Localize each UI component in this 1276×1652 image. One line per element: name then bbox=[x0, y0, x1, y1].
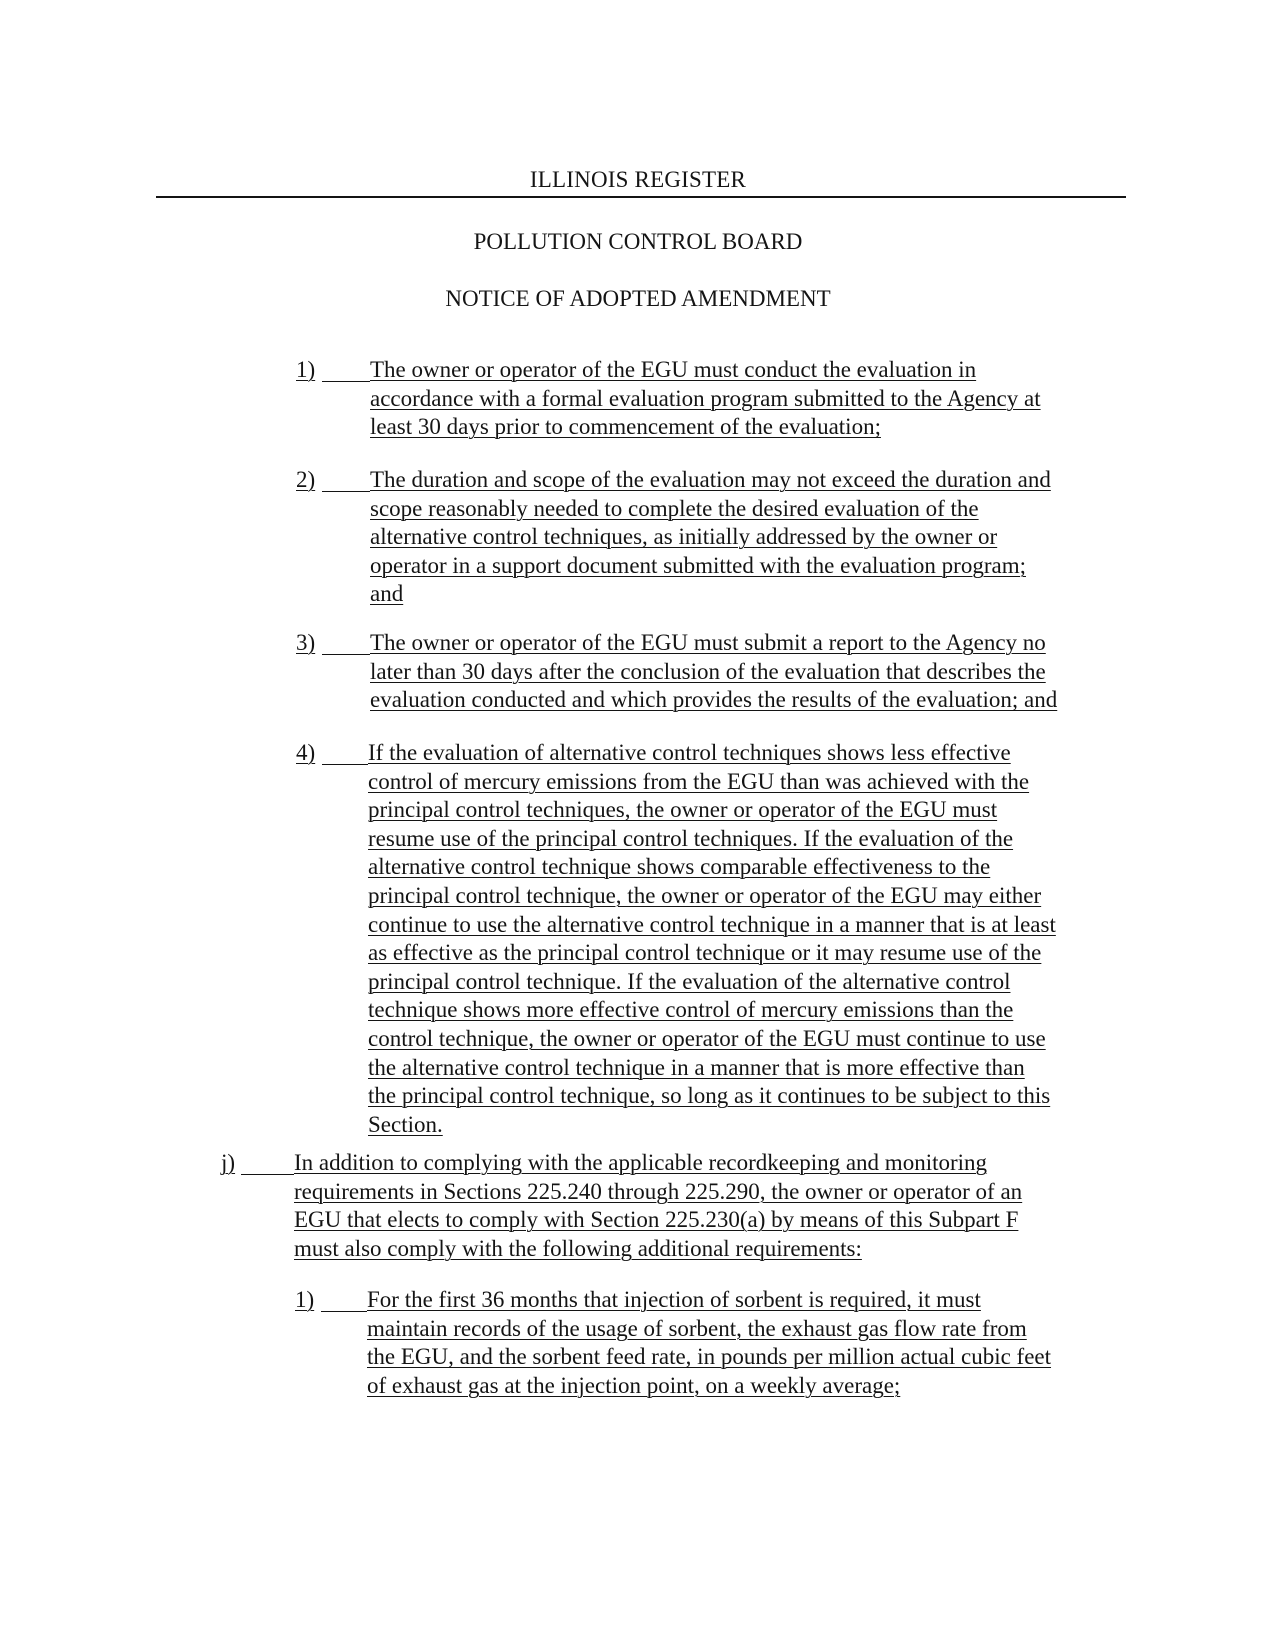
text-line: least 30 days prior to commencement of the evaluation; bbox=[370, 414, 881, 440]
paragraph-number: 1) bbox=[296, 357, 316, 382]
text-line: maintain records of the usage of sorbent, the exhaust gas flow rate from bbox=[367, 1315, 1027, 1341]
text-line: If the evaluation of alternative control techniques shows less effective bbox=[368, 740, 1011, 765]
text-line: technique shows more effective control of mercury emissions than the bbox=[368, 997, 1014, 1023]
paragraph-text bbox=[370, 356, 1041, 442]
paragraph-number: 3) bbox=[296, 630, 316, 655]
text-line: control technique, the owner or operator of the EGU must continue to use bbox=[368, 1025, 1046, 1051]
text-line: operator in a support document submitted with the evaluation program; bbox=[370, 552, 1026, 578]
text-line: and bbox=[370, 581, 404, 607]
paragraph-text bbox=[367, 1286, 1051, 1400]
text-line: The owner or operator of the EGU must submit a report to the Agency no bbox=[370, 630, 1046, 655]
text-line: evaluation conducted and which provides the results of the evaluation; and bbox=[370, 687, 1058, 713]
text-line: as effective as the principal control technique or it may resume use of the bbox=[368, 940, 1042, 966]
text-line: The owner or operator of the EGU must conduct the evaluation in bbox=[370, 357, 977, 382]
paragraph-text bbox=[294, 1149, 1022, 1263]
text-line: must also comply with the following additional requirements: bbox=[294, 1235, 862, 1261]
text-line: scope reasonably needed to complete the desired evaluation of the bbox=[370, 495, 979, 521]
text-line: the principal control technique, so long as it continues to be subject to this bbox=[368, 1083, 1051, 1109]
text-line: control of mercury emissions from the EGU than was achieved with the bbox=[368, 768, 1030, 794]
text-line: The duration and scope of the evaluation may not exceed the duration and bbox=[370, 467, 1051, 492]
notice-title: NOTICE OF ADOPTED AMENDMENT bbox=[445, 286, 831, 311]
paragraph-number: 2) bbox=[296, 467, 316, 492]
text-line: requirements in Sections 225.240 through 225.290, the owner or operator of an bbox=[294, 1178, 1023, 1204]
text-line: continue to use the alternative control technique in a manner that is at least bbox=[368, 911, 1056, 937]
text-line: principal control technique. If the evaluation of the alternative control bbox=[368, 968, 1011, 994]
text-line: the alternative control technique in a manner that is more effective than bbox=[368, 1054, 1025, 1080]
text-line: resume use of the principal control techniques. If the evaluation of the bbox=[368, 825, 1014, 851]
paragraph-number: 1) bbox=[295, 1287, 315, 1312]
number-underline bbox=[322, 764, 368, 765]
text-line: the EGU, and the sorbent feed rate, in pounds per million actual cubic feet bbox=[367, 1344, 1052, 1370]
number-underline bbox=[321, 1311, 367, 1312]
text-line: of exhaust gas at the injection point, on a weekly average; bbox=[367, 1372, 901, 1398]
text-line: accordance with a formal evaluation program submitted to the Agency at bbox=[370, 385, 1041, 411]
text-line: principal control technique, the owner or operator of the EGU may either bbox=[368, 882, 1042, 908]
register-title: ILLINOIS REGISTER bbox=[529, 167, 747, 192]
paragraph-text bbox=[370, 466, 1051, 609]
paragraph-text bbox=[368, 739, 1056, 1139]
text-line: alternative control techniques, as initially addressed by the owner or bbox=[370, 524, 998, 550]
text-line: later than 30 days after the conclusion of the evaluation that describes the bbox=[370, 658, 1046, 684]
text-line: Section. bbox=[368, 1111, 443, 1137]
number-underline bbox=[322, 654, 370, 655]
paragraph-number: j) bbox=[221, 1150, 236, 1175]
header-rule bbox=[156, 196, 1126, 198]
text-line: For the first 36 months that injection of sorbent is required, it must bbox=[367, 1287, 981, 1312]
text-line: EGU that elects to comply with Section 225.230(a) by means of this Subpart F bbox=[294, 1207, 1019, 1233]
text-line: alternative control technique shows comparable effectiveness to the bbox=[368, 854, 991, 880]
paragraph-text bbox=[370, 629, 1057, 715]
number-underline bbox=[241, 1174, 294, 1175]
paragraph-number: 4) bbox=[296, 740, 316, 765]
number-underline bbox=[322, 381, 370, 382]
text-line: principal control techniques, the owner or operator of the EGU must bbox=[368, 797, 998, 823]
number-underline bbox=[322, 491, 370, 492]
text-line: In addition to complying with the applicable recordkeeping and monitoring bbox=[294, 1150, 988, 1175]
board-title: POLLUTION CONTROL BOARD bbox=[473, 229, 803, 254]
